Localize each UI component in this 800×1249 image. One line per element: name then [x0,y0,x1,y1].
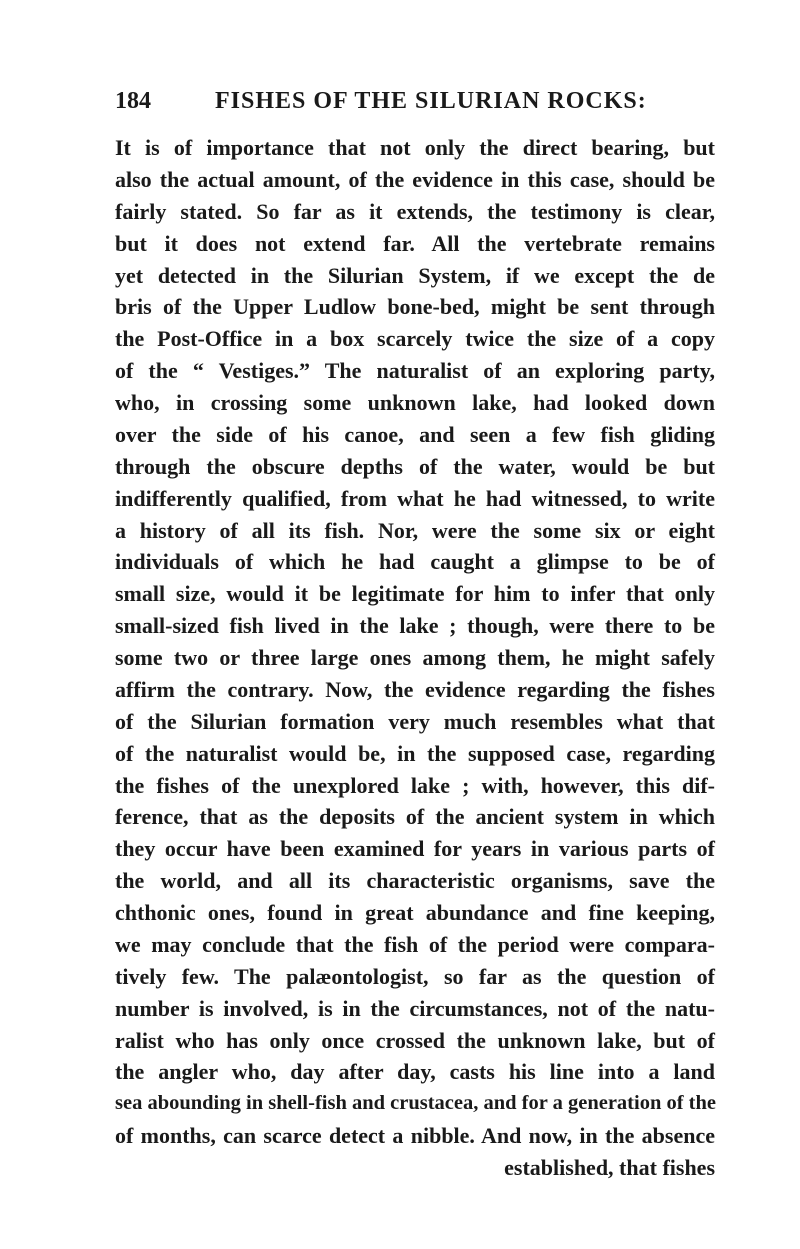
text-line: who, in crossing some unknown lake, had looked down [115,390,715,415]
text-line: It is of importance that not only the direct bearing, but [115,135,715,160]
text-line: over the side of his canoe, and seen a few fish gliding [115,421,715,447]
text-line: small size, would it be legitimate for him to infer that only [115,581,715,607]
running-title: FISHES OF THE SILURIAN ROCKS: [215,88,647,114]
body-text [115,132,715,1184]
text-line: affirm the contrary. Now, the evidence regarding the fishes [115,676,715,702]
page-header [115,88,715,115]
text-line: chthonic ones, found in great abundance and fine keeping, [115,900,715,925]
page-number: 184 [115,88,151,114]
text-line: ference, that as the deposits of the ancient system in which [115,804,715,830]
text-line: yet detected in the Silurian System, if we except the de [115,262,715,288]
text-line: we may conclude that the fish of the period were compara- [115,931,715,957]
text-line: of months, can scarce detect a nibble. And now, in the absence [115,1123,715,1149]
text-line: tively few. The palæontologist, so far as the question of [115,963,715,989]
text-line: the Post-Office in a box scarcely twice the size of a copy [115,326,715,352]
text-line: number is involved, is in the circumstances, not of the natu- [115,995,715,1021]
text-line: the world, and all its characteristic organisms, save the [115,868,715,894]
text-line: through the obscure depths of the water, would be but [115,453,715,479]
text-line: small-sized fish lived in the lake ; though, were there to be [115,613,715,639]
text-line: they occur have been examined for years in various parts of [115,836,715,862]
text-line: of the naturalist would be, in the supposed case, regarding [115,740,715,766]
text-line: but it does not extend far. All the vertebrate remains [115,230,715,256]
text-line: a history of all its fish. Nor, were the some six or eight [115,517,715,543]
text-line: individuals of which he had caught a glimpse to be of [115,549,715,575]
text-line: some two or three large ones among them, he might safely [115,645,715,670]
text-line: of the “ Vestiges.” The naturalist of an exploring party, [115,358,715,384]
text-line: indifferently qualified, from what he had witnessed, to write [115,485,715,511]
text-line: bris of the Upper Ludlow bone-bed, might be sent through [115,294,715,320]
text-line: fairly stated. So far as it extends, the testimony is clear, [115,198,715,224]
text-line: of the Silurian formation very much resembles what that [115,708,715,734]
text-line: established, that fishes [504,1155,715,1180]
text-line: the fishes of the unexplored lake ; with, however, this dif- [115,772,715,798]
text-line: ralist who has only once crossed the unknown lake, but of [115,1027,715,1053]
text-line: sea abounding in shell-fish and crustacea, and for a generation of the [115,1092,717,1115]
text-line: also the actual amount, of the evidence in this case, should be [115,166,715,192]
text-line: the angler who, day after day, casts his line into a land [115,1059,715,1085]
